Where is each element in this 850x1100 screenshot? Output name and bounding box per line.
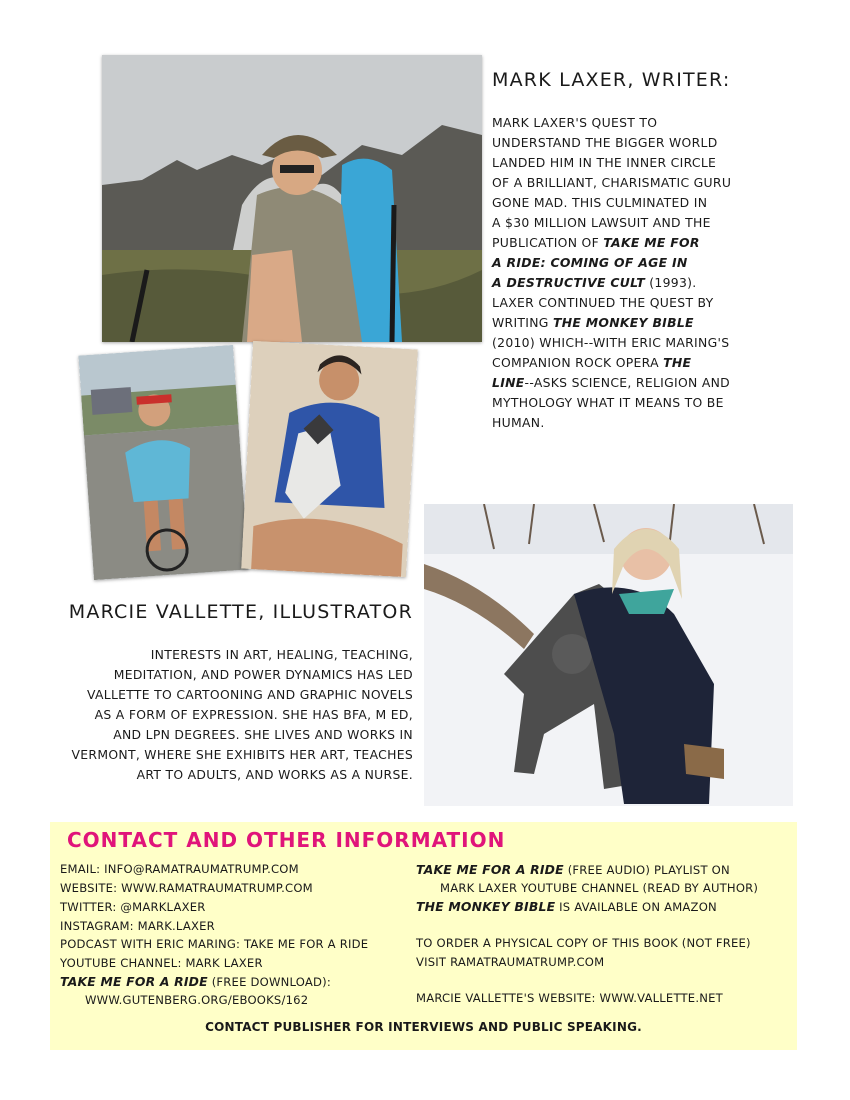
free-download-title: TAKE ME FOR A RIDE <box>60 974 208 989</box>
audio-playlist-label: (FREE AUDIO) PLAYLIST ON <box>563 863 730 877</box>
marcie-bio-line: ART TO ADULTS, AND WORKS AS A NURSE. <box>136 767 413 782</box>
mark-bio-line <box>492 113 832 133</box>
contact-footer: CONTACT PUBLISHER FOR INTERVIEWS AND PUBLIC SPEAKING. <box>205 1020 642 1034</box>
marcie-vallette-heading: MARCIE VALLETTE, ILLUSTRATOR <box>68 601 413 623</box>
contact-free-download <box>60 974 331 989</box>
mark-bio-line <box>492 233 832 253</box>
contact-website[interactable]: WEBSITE: WWW.RAMATRAUMATRUMP.COM <box>60 881 313 895</box>
mark-bio-line <box>492 173 832 193</box>
audio-playlist-line <box>416 862 730 877</box>
bio-text: OF A BRILLIANT, CHARISMATIC GURU <box>492 175 732 190</box>
mark-bio-line <box>492 353 832 373</box>
mark-laxer-heading: MARK LAXER, WRITER: <box>492 69 731 91</box>
mark-bio-line <box>492 393 832 413</box>
order-copy-link[interactable]: VISIT RAMATRAUMATRUMP.COM <box>416 955 605 969</box>
bio-text: COMPANION ROCK OPERA <box>492 355 664 370</box>
monkey-bible-line <box>416 899 717 914</box>
book-title: A DESTRUCTIVE CULT <box>492 275 646 290</box>
mark-bio-line <box>492 333 832 353</box>
mark-bio-line <box>492 313 832 333</box>
photo-mark-with-husky <box>241 341 418 577</box>
photo-mark-cycling <box>78 345 248 580</box>
mark-bio-line <box>492 193 832 213</box>
bio-text: (1993). <box>645 275 697 290</box>
bio-text: HUMAN. <box>492 415 545 430</box>
marcie-bio-line: INTERESTS IN ART, HEALING, TEACHING, <box>150 647 413 662</box>
mark-bio-line <box>492 253 832 273</box>
contact-email[interactable]: EMAIL: INFO@RAMATRAUMATRUMP.COM <box>60 862 299 876</box>
bio-text: (2010) WHICH--WITH ERIC MARING'S <box>492 335 730 350</box>
photo-mark-laxer-hiking <box>102 55 482 342</box>
marcie-bio-line: AS A FORM OF EXPRESSION. SHE HAS BFA, M ED, <box>94 707 413 722</box>
monkey-bible-title: THE MONKEY BIBLE <box>416 899 556 914</box>
bio-text: LAXER CONTINUED THE QUEST BY <box>492 295 714 310</box>
audio-playlist-title: TAKE ME FOR A RIDE <box>416 862 564 877</box>
contact-information-box <box>50 822 797 1050</box>
marcie-bio-line: VERMONT, WHERE SHE EXHIBITS HER ART, TEACHES <box>71 747 413 762</box>
mark-bio-line <box>492 273 832 293</box>
book-title: TAKE ME FOR <box>603 235 700 250</box>
marcie-website-line[interactable]: MARCIE VALLETTE'S WEBSITE: WWW.VALLETTE.NET <box>416 991 723 1005</box>
mark-bio-line <box>492 413 832 433</box>
bio-text: UNDERSTAND THE BIGGER WORLD <box>492 135 718 150</box>
book-title: A RIDE: COMING OF AGE IN <box>492 255 688 270</box>
mark-bio-line <box>492 293 832 313</box>
bio-text: --ASKS SCIENCE, RELIGION AND <box>524 375 731 390</box>
photo-marcie-with-dog <box>424 504 793 806</box>
contact-instagram[interactable]: INSTAGRAM: MARK.LAXER <box>60 919 215 933</box>
bio-text: A $30 MILLION LAWSUIT AND THE <box>492 215 711 230</box>
book-title: THE MONKEY BIBLE <box>552 315 694 330</box>
order-copy-line: TO ORDER A PHYSICAL COPY OF THIS BOOK (NOT FREE) <box>416 936 751 950</box>
gutenberg-link[interactable]: WWW.GUTENBERG.ORG/EBOOKS/162 <box>85 993 309 1007</box>
marcie-bio-line: MEDITATION, AND POWER DYNAMICS HAS LED <box>113 667 413 682</box>
marcie-bio-line: VALLETTE TO CARTOONING AND GRAPHIC NOVELS <box>86 687 413 702</box>
mark-bio-line <box>492 153 832 173</box>
bio-text: MYTHOLOGY WHAT IT MEANS TO BE <box>492 395 724 410</box>
bio-text: LANDED HIM IN THE INNER CIRCLE <box>492 155 717 170</box>
mark-laxer-bio <box>492 113 832 433</box>
book-title: THE <box>663 355 692 370</box>
marcie-bio-line: AND LPN DEGREES. SHE LIVES AND WORKS IN <box>113 727 413 742</box>
bio-text: PUBLICATION OF <box>492 235 604 250</box>
contact-twitter[interactable]: TWITTER: @MARKLAXER <box>60 900 206 914</box>
mark-bio-line <box>492 133 832 153</box>
marcie-vallette-bio <box>72 645 413 785</box>
bio-text: WRITING <box>492 315 553 330</box>
contact-podcast: PODCAST WITH ERIC MARING: TAKE ME FOR A RIDE <box>60 937 369 951</box>
monkey-bible-label: IS AVAILABLE ON AMAZON <box>555 900 717 914</box>
book-title: LINE <box>492 375 525 390</box>
bio-text: GONE MAD. THIS CULMINATED IN <box>492 195 708 210</box>
free-download-label: (FREE DOWNLOAD): <box>207 975 331 989</box>
bio-text: MARK LAXER'S QUEST TO <box>492 115 658 130</box>
contact-youtube[interactable]: YOUTUBE CHANNEL: MARK LAXER <box>60 956 263 970</box>
audio-playlist-line-2: MARK LAXER YOUTUBE CHANNEL (READ BY AUTHOR) <box>440 881 759 895</box>
contact-title: CONTACT AND OTHER INFORMATION <box>67 828 506 852</box>
mark-bio-line <box>492 213 832 233</box>
mark-bio-line <box>492 373 832 393</box>
